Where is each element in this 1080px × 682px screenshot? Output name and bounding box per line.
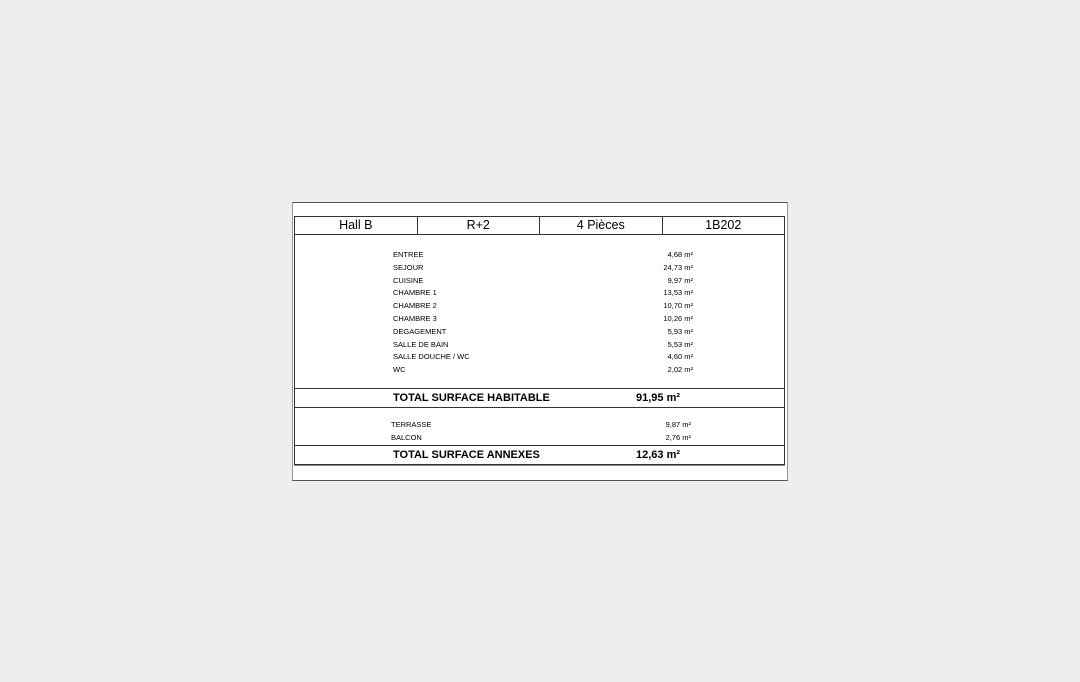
room-name: CHAMBRE 2	[393, 301, 437, 311]
total-annexes-label: TOTAL SURFACE ANNEXES	[393, 449, 540, 461]
list-item	[393, 351, 693, 364]
total-habitable-value: 91,95 m²	[636, 392, 681, 404]
annex-name: BALCON	[391, 432, 422, 442]
room-name: CHAMBRE 1	[393, 288, 437, 298]
room-area: 13,53 m²	[663, 288, 693, 298]
room-name: SEJOUR	[393, 262, 424, 272]
total-habitable-row	[294, 388, 785, 408]
list-item	[393, 287, 693, 300]
list-item	[391, 419, 691, 432]
floor-cell: R+2	[418, 217, 541, 234]
list-item	[393, 262, 693, 275]
room-area: 5,53 m²	[667, 339, 693, 349]
total-annexes-row	[294, 445, 785, 465]
room-name: CUISINE	[393, 275, 424, 285]
room-name: CHAMBRE 3	[393, 313, 437, 323]
room-name: SALLE DOUCHE / WC	[393, 352, 470, 362]
list-item	[393, 326, 693, 339]
rooms-count-cell: 4 Pièces	[540, 217, 663, 234]
room-area: 24,73 m²	[663, 262, 693, 272]
room-area: 4,60 m²	[667, 352, 693, 362]
list-item	[393, 364, 693, 377]
annex-area: 9,87 m²	[665, 420, 691, 429]
total-habitable-label: TOTAL SURFACE HABITABLE	[393, 392, 550, 404]
room-area: 5,93 m²	[667, 326, 693, 336]
list-item	[393, 339, 693, 352]
list-item	[393, 275, 693, 288]
annex-name: TERRASSE	[391, 420, 432, 429]
room-area: 4,68 m²	[667, 250, 693, 259]
room-name: WC	[393, 365, 406, 375]
room-area: 10,70 m²	[663, 301, 693, 311]
header-row	[294, 216, 785, 235]
room-name: SALLE DE BAIN	[393, 339, 449, 349]
hall-cell: Hall B	[295, 217, 418, 234]
list-item	[393, 313, 693, 326]
list-item	[391, 432, 691, 445]
total-annexes-value: 12,63 m²	[636, 449, 681, 461]
room-area: 2,02 m²	[667, 365, 693, 375]
room-name: ENTREE	[393, 250, 424, 259]
unit-cell: 1B202	[705, 218, 742, 232]
list-item	[393, 249, 693, 262]
room-list	[393, 249, 693, 377]
divider	[294, 465, 785, 466]
surface-sheet	[292, 202, 788, 481]
list-item	[393, 300, 693, 313]
annex-area: 2,76 m²	[665, 432, 691, 442]
room-area: 9,97 m²	[667, 275, 693, 285]
annex-list	[391, 419, 691, 445]
room-area: 10,26 m²	[663, 313, 693, 323]
room-name: DEGAGEMENT	[393, 326, 447, 336]
